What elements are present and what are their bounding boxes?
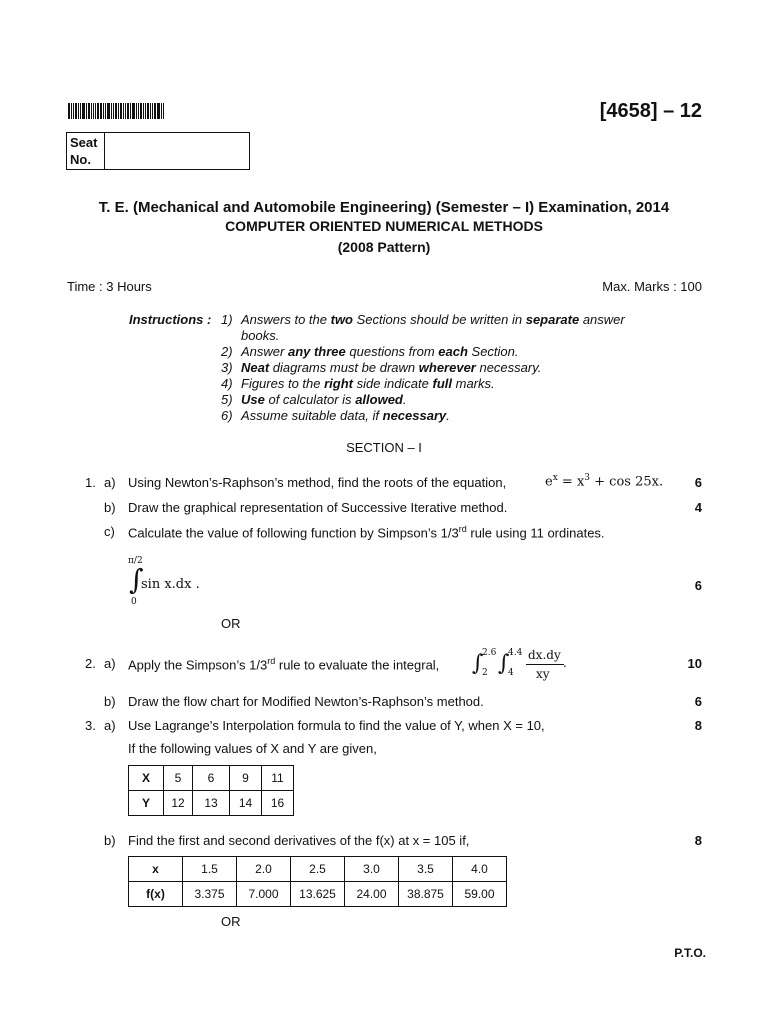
q2a-marks: 10 [687,656,702,671]
instruction-item: 1) Answers to the two Sections should be written in separate answer [221,312,625,327]
q1c-lower-limit: 0 [131,597,137,607]
q3a-marks: 8 [694,718,702,733]
max-marks-label: Max. Marks : 100 [602,279,702,294]
table-row: x 1.5 2.0 2.5 3.0 3.5 4.0 [129,857,507,882]
q2a-lower-limit-1: 2 [482,668,488,678]
q3a-text-2: If the following values of X and Y are given, [128,741,377,756]
integral-sign: ∫ [472,651,484,676]
derivative-data-table [128,856,507,907]
lagrange-data-table [128,765,294,816]
q2a-denominator: xy [536,667,550,681]
instruction-item: 5) Use of calculator is allowed. [221,392,407,407]
or-separator: OR [221,616,241,631]
seat-number-field[interactable] [105,133,249,169]
exam-title: T. E. (Mechanical and Automobile Engineering) (Semester – I) Examination, 2014 [98,199,670,216]
fraction-bar [526,664,564,665]
q1b-label: b) [104,500,116,515]
subject-title: COMPUTER ORIENTED NUMERICAL METHODS [225,218,543,234]
q3a-text: Use Lagrange’s Interpolation formula to find the value of Y, when X = 10, [128,718,545,733]
q3a-label: a) [104,718,116,733]
paper-code: [4658] – 12 [599,100,702,122]
instruction-continuation: books. [241,328,280,343]
q1a-text: Using Newton’s-Raphson’s method, find the roots of the equation, [128,475,507,490]
q2a-upper-limit-2: 4.4 [508,648,523,658]
question-number: 1. [85,475,96,490]
pto-label: P.T.O. [674,946,706,960]
q1c-upper-limit: π/2 [128,556,143,566]
barcode [68,103,184,119]
question-number: 2. [85,656,96,671]
q2a-period: . [563,656,567,670]
q2b-text: Draw the flow chart for Modified Newton’s-Raphson’s method. [128,694,484,709]
q2a-label: a) [104,656,116,671]
time-label: Time : 3 Hours [67,279,152,294]
q1a-marks: 6 [694,475,702,490]
seat-label: Seat No. [67,133,105,169]
instructions-label: Instructions : [129,312,212,327]
seat-number-box [66,132,250,170]
question-number: 3. [85,718,96,733]
q2a-upper-limit-1: 2.6 [482,648,497,658]
q2a-lower-limit-2: 4 [508,668,514,678]
instruction-item: 3) Neat diagrams must be drawn wherever necessary. [221,360,542,375]
q3b-label: b) [104,833,116,848]
q2a-text: Apply the Simpson’s 1/3rd rule to evaluate the integral, [128,656,440,673]
q3b-marks: 8 [694,833,702,848]
instructions-list [221,312,681,424]
q1a-label: a) [104,475,116,490]
or-separator: OR [221,914,241,929]
table-row: X 5 6 9 11 [129,766,294,791]
integral-sign: ∫ [498,651,510,676]
q1b-marks: 4 [694,500,702,515]
q1c-text: Calculate the value of following function by Simpson’s 1/3rd rule using 11 ordinates. [128,524,605,541]
instruction-item: 2) Answer any three questions from each Section. [221,344,519,359]
q2b-label: b) [104,694,116,709]
table-row: f(x) 3.375 7.000 13.625 24.00 38.875 59.00 [129,882,507,907]
instruction-item: 6) Assume suitable data, if necessary. [221,408,450,423]
q2b-marks: 6 [694,694,702,709]
q1c-marks: 6 [694,578,702,593]
section-title: SECTION – I [346,440,422,455]
q1c-integrand: sin x.dx . [141,577,200,592]
q1b-text: Draw the graphical representation of Successive Iterative method. [128,500,508,515]
q2a-numerator: dx.dy [528,648,561,662]
q1c-label: c) [104,524,115,539]
q1a-equation: $e^x = x^3 + \cos 25x$. [545,473,664,490]
integral-sign: ∫ [129,563,144,596]
pattern-title: (2008 Pattern) [337,239,431,255]
table-row: Y 12 13 14 16 [129,791,294,816]
q3b-text: Find the first and second derivatives of the f(x) at x = 105 if, [128,833,470,848]
instruction-item: 4) Figures to the right side indicate full marks. [221,376,495,391]
